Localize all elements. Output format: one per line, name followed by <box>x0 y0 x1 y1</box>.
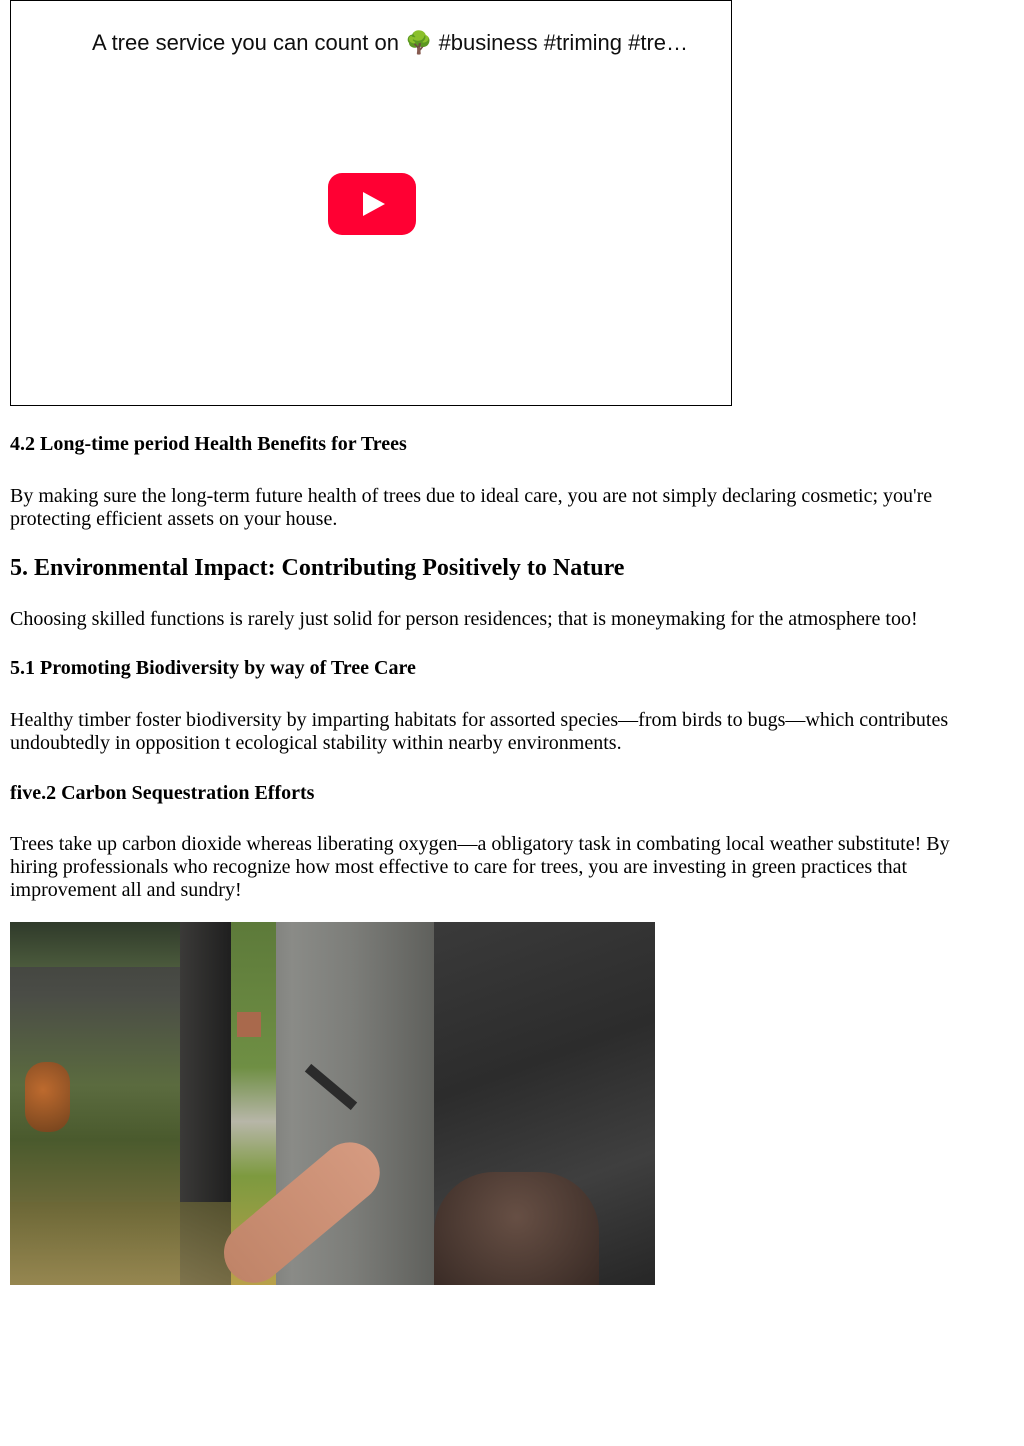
photo-panel-middle <box>231 922 434 1285</box>
tree-service-photo <box>10 922 655 1285</box>
photo-panel-left <box>10 922 231 1285</box>
photo-panel-right <box>434 922 655 1285</box>
paragraph-5-1: Healthy timber foster biodiversity by imparting habitats for assorted species—from birds to bugs—which contributes undoubtedly in opposition t ecological stability within nearby environments. <box>10 709 949 754</box>
heading-4-2: 4.2 Long-time period Health Benefits for Trees <box>10 433 407 455</box>
heading-5: 5. Environmental Impact: Contributing Positively to Nature <box>10 555 625 581</box>
heading-5-2: five.2 Carbon Sequestration Efforts <box>10 782 315 804</box>
video-embed[interactable] <box>10 0 732 406</box>
youtube-play-icon[interactable] <box>328 173 416 235</box>
video-title[interactable]: A tree service you can count on 🌳 #business #triming #tre… <box>92 30 689 55</box>
heading-5-1: 5.1 Promoting Biodiversity by way of Tree Care <box>10 657 416 679</box>
paragraph-4-2: By making sure the long-term future health of trees due to ideal care, you are not simply declaring cosmetic; you're protecting efficient assets on your house. <box>10 485 933 530</box>
paragraph-5-2: Trees take up carbon dioxide whereas liberating oxygen—a obligatory task in combating local weather substitute! By hiring professionals who recognize how most effective to care for trees, you are investing in green practices that improvement all and sundry! <box>10 833 950 901</box>
paragraph-5: Choosing skilled functions is rarely just solid for person residences; that is moneymaking for the atmosphere too! <box>10 608 918 630</box>
